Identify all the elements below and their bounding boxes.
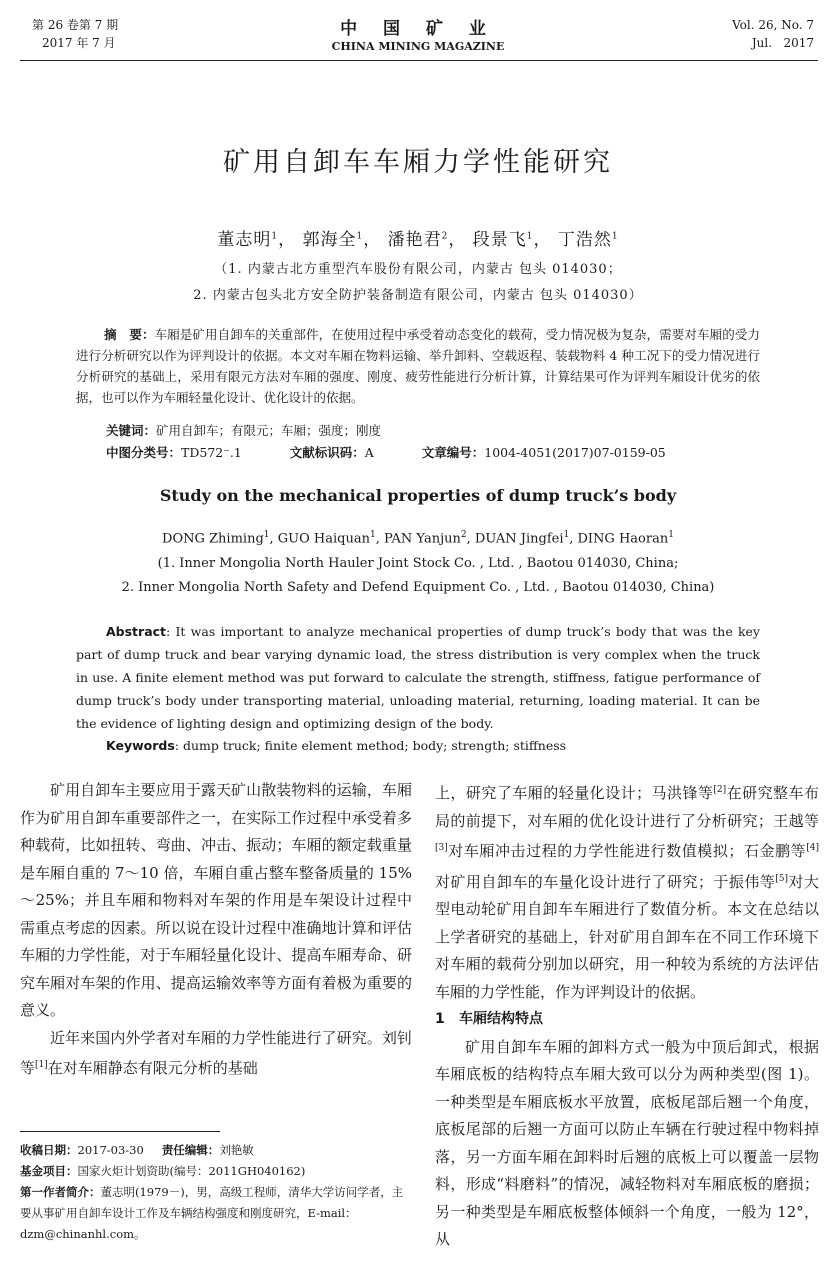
author-list-cn: 董志明$^1$， 郭海全$^1$， 潘艳君$^2$， 段景飞$^1$， 丁浩然$^1$ — [217, 230, 619, 250]
paper-title-cn: 矿用自卸车车厢力学性能研究 — [223, 147, 613, 178]
citation-ref[interactable]: [2] — [713, 785, 727, 795]
author-name: 段景飞 — [472, 230, 527, 250]
author-affil-mark: 1 — [356, 231, 364, 242]
author-name: 郭海全 — [302, 230, 357, 250]
body-paragraph: 矿用自卸车主要应用于露天矿山散装物料的运输，车厢作为矿用自卸车重要部件之一，在实际工作过程中承受着多种载荷，比如扭转、弯曲、冲击、振动；车厢的额定载重量是车厢自重的 7～10 倍，车厢自重占整车整备质量的 15%～25%；并且车厢和物料对车架的作用是车架设计过程中需重点考虑的因素。所以说在设计过程中准确地计算和评估车厢的力学性能，对于车厢轻量化设计、提高车厢寿命、研究车厢对车架的作用、提高运输效率等方面有着极为重要的意义。 — [20, 781, 412, 1019]
author-name-en: PAN Yanjun — [383, 531, 461, 547]
author-name-en: DONG Zhiming — [162, 531, 264, 547]
footnote-fund — [20, 1161, 412, 1182]
body-paragraph — [20, 1025, 412, 1083]
first-author-value: 董志明(1979－)，男，高级工程师，清华大学访问学者，主要从事矿用自卸车设计工作及车辆结构强度和刚度研究，E-mail：dzm@chinanhl.com。 — [20, 1185, 404, 1241]
author-name: 董志明 — [217, 230, 272, 250]
article-number-value: 1004-4051(2017)07-0159-05 — [484, 445, 666, 460]
date-en: Jul. 2017 — [751, 36, 814, 50]
editor-label: 责任编辑： — [161, 1143, 220, 1157]
volume-en: Vol. 26, No. 7 — [732, 18, 814, 32]
author-affil-mark: 1 — [369, 530, 376, 540]
paragraph-text: 在对车厢静态有限元分析的基础 — [47, 1059, 258, 1077]
header-rule — [20, 60, 818, 61]
doc-code-label: 文献标识码： — [289, 445, 365, 460]
author-affil-mark: 1 — [526, 231, 534, 242]
paragraph-text: 对车厢冲击过程的力学性能进行数值模拟；石金鹏等 — [447, 842, 807, 860]
header-right — [732, 16, 814, 52]
date-cn: 2017 年 7 月 — [42, 36, 116, 50]
article-number-label: 文章编号： — [421, 445, 485, 460]
abstract-cn-text: 车厢是矿用自卸车的关重部件，在使用过程中承受着动态变化的载荷，受力情况极为复杂，需要对车厢的受力进行分析研究以作为评判设计的依据。本文对车厢在物料运输、举升卸料、空载返程、装载物料 4 种工况下的受力情况进行分析研究的基础上，采用有限元方法对车厢的强度、刚度、疲劳性能进行分析计算，计算结果可作为评判车厢设计优劣的依据，也可以作为车厢轻量化设计、优化设计的依据。 — [76, 327, 760, 405]
clc-label: 中图分类号： — [106, 445, 182, 460]
journal-name-en: CHINA MINING MAGAZINE — [331, 40, 505, 53]
received-value: 2017-03-30 — [77, 1143, 144, 1157]
author-name: 潘艳君 — [387, 230, 442, 250]
journal-name-cn: 中 国 矿 业 — [340, 19, 496, 39]
affiliation-en-2: 2. Inner Mongolia North Safety and Defend Equipment Co. , Ltd. , Baotou 014030, China) — [121, 580, 715, 595]
paragraph-text: 在研究整车布局的前提下，对车厢的优化设计进行了分析研究；王越等 — [435, 784, 819, 830]
keywords-cn-label: 关键词： — [106, 423, 157, 438]
keywords-en-label: Keywords — [106, 738, 175, 753]
section-title: 车厢结构特点 — [459, 1011, 543, 1027]
received-label: 收稿日期： — [20, 1143, 78, 1157]
footnote-author — [20, 1182, 412, 1245]
author-affil-mark: 1 — [271, 231, 279, 242]
keywords-en: Keywords: dump truck; finite element method; body; strength; stiffness — [106, 738, 567, 753]
abstract-cn-label: 摘 要： — [104, 327, 155, 342]
editor-value: 刘艳敏 — [219, 1143, 254, 1157]
keywords-cn-text: 矿用自卸车；有限元；车厢；强度；刚度 — [156, 423, 382, 438]
section-heading — [435, 1006, 819, 1034]
citation-ref[interactable]: [3] — [435, 843, 448, 853]
body-column-right — [435, 777, 819, 1254]
section-number: 1 — [435, 1011, 445, 1027]
citation-ref[interactable]: [4] — [806, 843, 819, 853]
footnote-rule — [20, 1131, 220, 1132]
citation-ref[interactable]: [5] — [775, 873, 789, 884]
author-affil-mark: 2 — [441, 231, 449, 242]
paragraph-text: 上，研究了车厢的轻量化设计；马洪锋等 — [435, 784, 714, 802]
paragraph-text: 近年来国内外学者对车厢的力学性能进行了研究。刘钊等 — [20, 1028, 412, 1077]
paper-title-en: Study on the mechanical properties of dump truck’s body — [159, 486, 677, 505]
author-affil-mark: 1 — [611, 231, 619, 242]
doc-code-value: A — [364, 445, 374, 460]
classification-line — [106, 442, 666, 463]
author-name: 丁浩然 — [557, 230, 612, 250]
first-author-label: 第一作者简介： — [20, 1185, 101, 1199]
author-name-en: DUAN Jingfei — [474, 531, 564, 547]
abstract-cn — [76, 324, 760, 408]
author-affil-mark: 2 — [460, 530, 467, 540]
author-list-en: DONG Zhiming$^1$, GUO Haiquan$^1$, PAN Yanjun$^2$, DUAN Jingfei$^1$, DING Haoran$^1$ — [162, 530, 674, 547]
keywords-en-text: dump truck; finite element method; body; strength; stiffness — [182, 738, 567, 753]
clc-value: TD572⁻.1 — [181, 445, 242, 460]
keywords-cn — [106, 420, 381, 441]
affiliation-cn-2: 2. 内蒙古包头北方安全防护装备制造有限公司，内蒙古 包头 014030） — [193, 288, 643, 303]
fund-value: 国家火炬计划资助(编号：2011GH040162) — [77, 1164, 306, 1178]
fund-label: 基金项目： — [20, 1164, 78, 1178]
journal-masthead — [0, 14, 836, 53]
affiliation-cn-1: （1. 内蒙古北方重型汽车股份有限公司，内蒙古 包头 014030； — [214, 262, 622, 277]
body-column-left — [20, 777, 412, 1083]
paragraph-text: 对大型电动轮矿用自卸车车厢进行了数值分析。本文在总结以上学者研究的基础上，针对矿用自卸车在不同工作环境下对车厢的载荷分别加以研究，用一种较为系统的方法评估车厢的力学性能，作为评判设计的依据。 — [435, 872, 819, 1001]
author-affil-mark: 1 — [563, 530, 570, 540]
paragraph-text: 对矿用自卸车的车量化设计进行了研究；于振伟等 — [435, 872, 776, 891]
body-paragraph: 矿用自卸车车厢的卸料方式一般为中顶后卸式，根据车厢底板的结构特点车厢大致可以分为两种类型(图 1)。一种类型是车厢底板水平放置，底板尾部后翘一个角度，底板尾部的后翘一方面可以防止车辆在行驶过程中物料掉落，另一方面车厢在卸料时后翘的底板上可以覆盖一层物料，形成“料磨料”的情况，减轻物料对车厢底板的磨损；另一种类型是车厢底板整体倾斜一个角度，一般为 12°，从 — [435, 1037, 819, 1248]
abstract-en: Abstract: It was important to analyze mechanical properties of dump truck’s body that was the key part of dump truck and bear varying dynamic load, the stress distribution is very complex when the truck in use. A finite element method was put forward to calculate the strength, stiffness, fatigue performance of dump truck’s body under transporting material, unloading material, returning, loading material. It can be the evidence of lighting design and optimizing design of the body. — [76, 624, 760, 731]
volume-cn: 第 26 卷第 7 期 — [32, 18, 119, 32]
body-paragraph — [435, 777, 819, 1006]
footnotes — [20, 1140, 412, 1245]
author-affil-mark: 1 — [668, 530, 674, 540]
affiliation-en-1: (1. Inner Mongolia North Hauler Joint Stock Co. , Ltd. , Baotou 014030, China; — [157, 556, 679, 571]
footnote-received — [20, 1140, 412, 1161]
citation-ref[interactable]: [1] — [35, 1060, 48, 1070]
author-affil-mark: 1 — [263, 530, 270, 540]
abstract-en-text: It was important to analyze mechanical properties of dump truck’s body that was the key part of dump truck and bear varying dynamic load, the stress distribution is very complex when the truck in use. A finite element method was put forward to calculate the strength, stiffness, fatigue performance of dump truck’s body under transporting material, unloading material, returning, loading material. It can be the evidence of lighting design and optimizing design of the body. — [76, 624, 760, 731]
abstract-en-label: Abstract — [106, 624, 167, 639]
author-name-en: GUO Haiquan — [277, 531, 370, 547]
author-name-en: DING Haoran — [577, 531, 669, 547]
